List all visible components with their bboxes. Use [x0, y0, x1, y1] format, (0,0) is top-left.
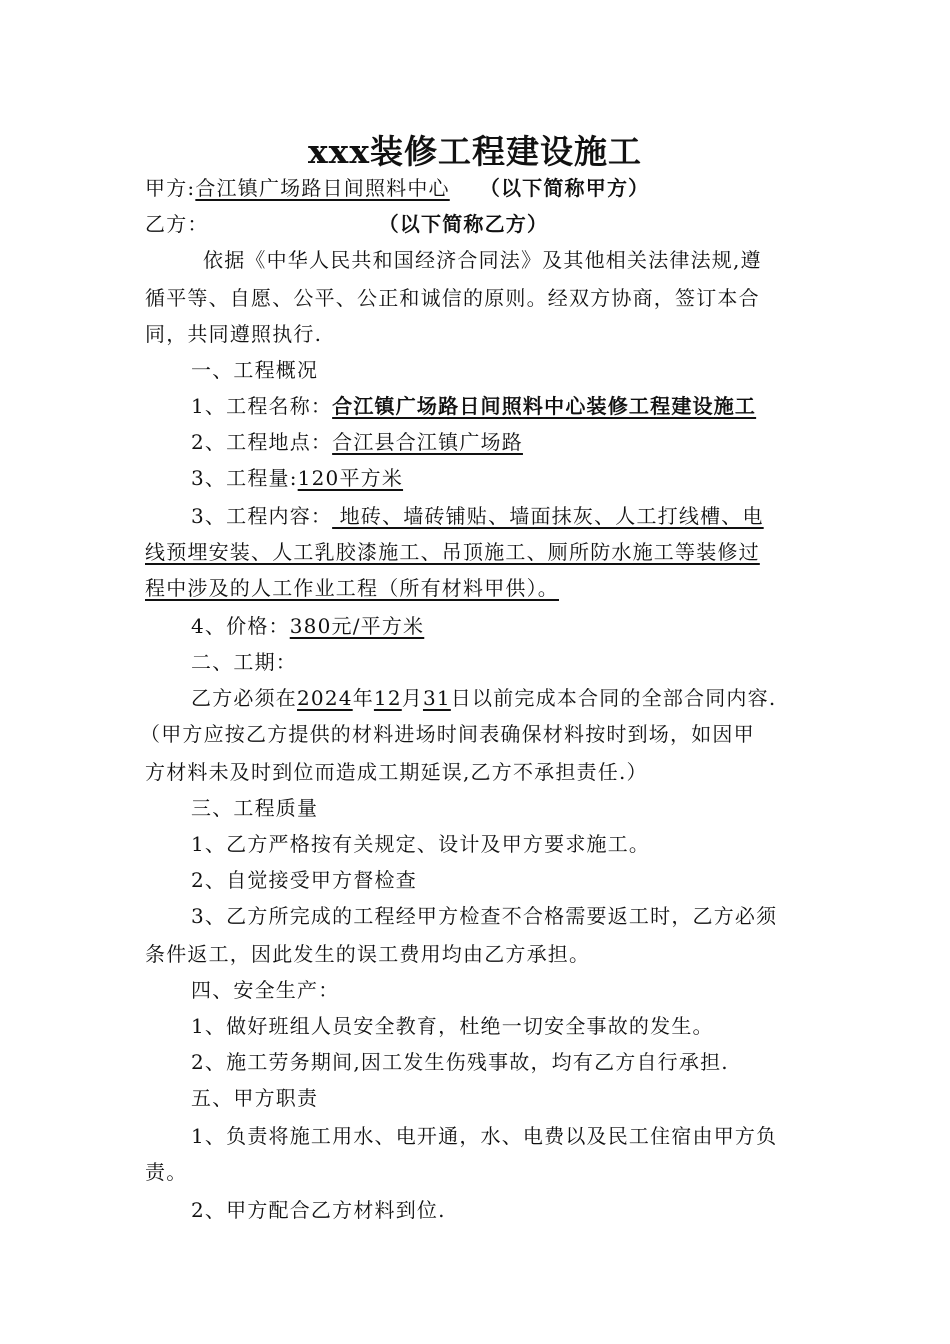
- duty-item: 责。: [145, 1160, 188, 1184]
- project-content-line: [145, 570, 815, 606]
- deadline-text: 日以前完成本合同的全部合同内容.: [450, 686, 777, 710]
- price-value: 380元/平方米: [289, 614, 425, 638]
- document-title: xxx装修工程建设施工: [307, 132, 643, 171]
- intro-line: 依据《中华人民共和国经济合同法》及其他相关法律法规,遵: [203, 248, 762, 272]
- deadline-year: 2024: [297, 686, 353, 710]
- deadline-note-line: 方材料未及时到位而造成工期延误,乙方不承担责任.）: [145, 760, 648, 784]
- project-content-line: [145, 534, 815, 570]
- intro-line: 同，共同遵照执行.: [145, 322, 323, 346]
- safety-item: 2、施工劳务期间,因工发生伤残事故，均有乙方自行承担.: [191, 1050, 729, 1074]
- party-b-label: 乙方：: [145, 212, 209, 236]
- deadline-month: 12: [373, 686, 402, 710]
- project-name-line: [145, 388, 861, 424]
- section-heading: 三、工程质量: [191, 796, 319, 820]
- party-b-suffix: （以下简称乙方）: [388, 212, 549, 236]
- project-quantity-value: 120平方米: [297, 466, 404, 490]
- project-location-label: 2、工程地点：: [191, 430, 333, 454]
- duty-item: 2、甲方配合乙方材料到位.: [191, 1198, 446, 1222]
- project-location-line: [145, 424, 861, 460]
- party-b-line: [145, 206, 815, 242]
- project-name-label: 1、工程名称：: [191, 394, 333, 418]
- project-quantity-label: 3、工程量:: [191, 466, 298, 490]
- party-a-suffix: （以下简称甲方）: [479, 176, 650, 200]
- party-a-name: 合江镇广场路日间照料中心: [195, 176, 450, 200]
- deadline-note-line: （甲方应按乙方提供的材料进场时间表确保材料按时到场，如因甲: [140, 722, 755, 746]
- duty-item: 1、负责将施工用水、电开通，水、电费以及民工住宿由甲方负: [191, 1124, 778, 1148]
- intro-line: 循平等、自愿、公平、公正和诚信的原则。经双方协商，签订本合: [145, 286, 760, 310]
- project-content-line: [145, 498, 861, 534]
- quality-item: 1、乙方严格按有关规定、设计及甲方要求施工。: [191, 832, 651, 856]
- deadline-text: 月: [401, 686, 423, 710]
- quality-item: 3、乙方所完成的工程经甲方检查不合格需要返工时，乙方必须: [191, 904, 778, 928]
- project-content-value: 线预埋安装、人工乳胶漆施工、吊顶施工、厕所防水施工等装修过: [145, 540, 760, 564]
- party-a-label: 甲方:: [145, 176, 196, 200]
- project-content-value: 程中涉及的人工作业工程（所有材料甲供）。: [145, 576, 559, 600]
- section-heading: 四、安全生产：: [191, 978, 340, 1002]
- project-name-value: 合江镇广场路日间照料中心装修工程建设施工: [332, 394, 757, 418]
- price-line: [145, 608, 861, 644]
- safety-item: 1、做好班组人员安全教育，杜绝一切安全事故的发生。: [191, 1014, 714, 1038]
- deadline-line: [145, 680, 861, 716]
- section-heading: 二、工期：: [191, 650, 297, 674]
- section-heading: 五、甲方职责: [191, 1086, 319, 1110]
- project-content-label: 3、工程内容：: [191, 504, 333, 528]
- price-label: 4、价格：: [191, 614, 290, 638]
- party-a-line: [145, 170, 815, 206]
- project-quantity-line: [145, 460, 861, 496]
- project-content-value: 地砖、墙砖铺贴、墙面抹灰、人工打线槽、电: [332, 504, 764, 528]
- quality-item: 2、自觉接受甲方督检查: [191, 868, 417, 892]
- section-heading: 一、工程概况: [191, 358, 319, 382]
- deadline-day: 31: [422, 686, 451, 710]
- deadline-text: 年: [352, 686, 374, 710]
- deadline-text: 乙方必须在: [191, 686, 297, 710]
- project-location-value: 合江县合江镇广场路: [332, 430, 523, 454]
- quality-item: 条件返工，因此发生的误工费用均由乙方承担。: [145, 942, 591, 966]
